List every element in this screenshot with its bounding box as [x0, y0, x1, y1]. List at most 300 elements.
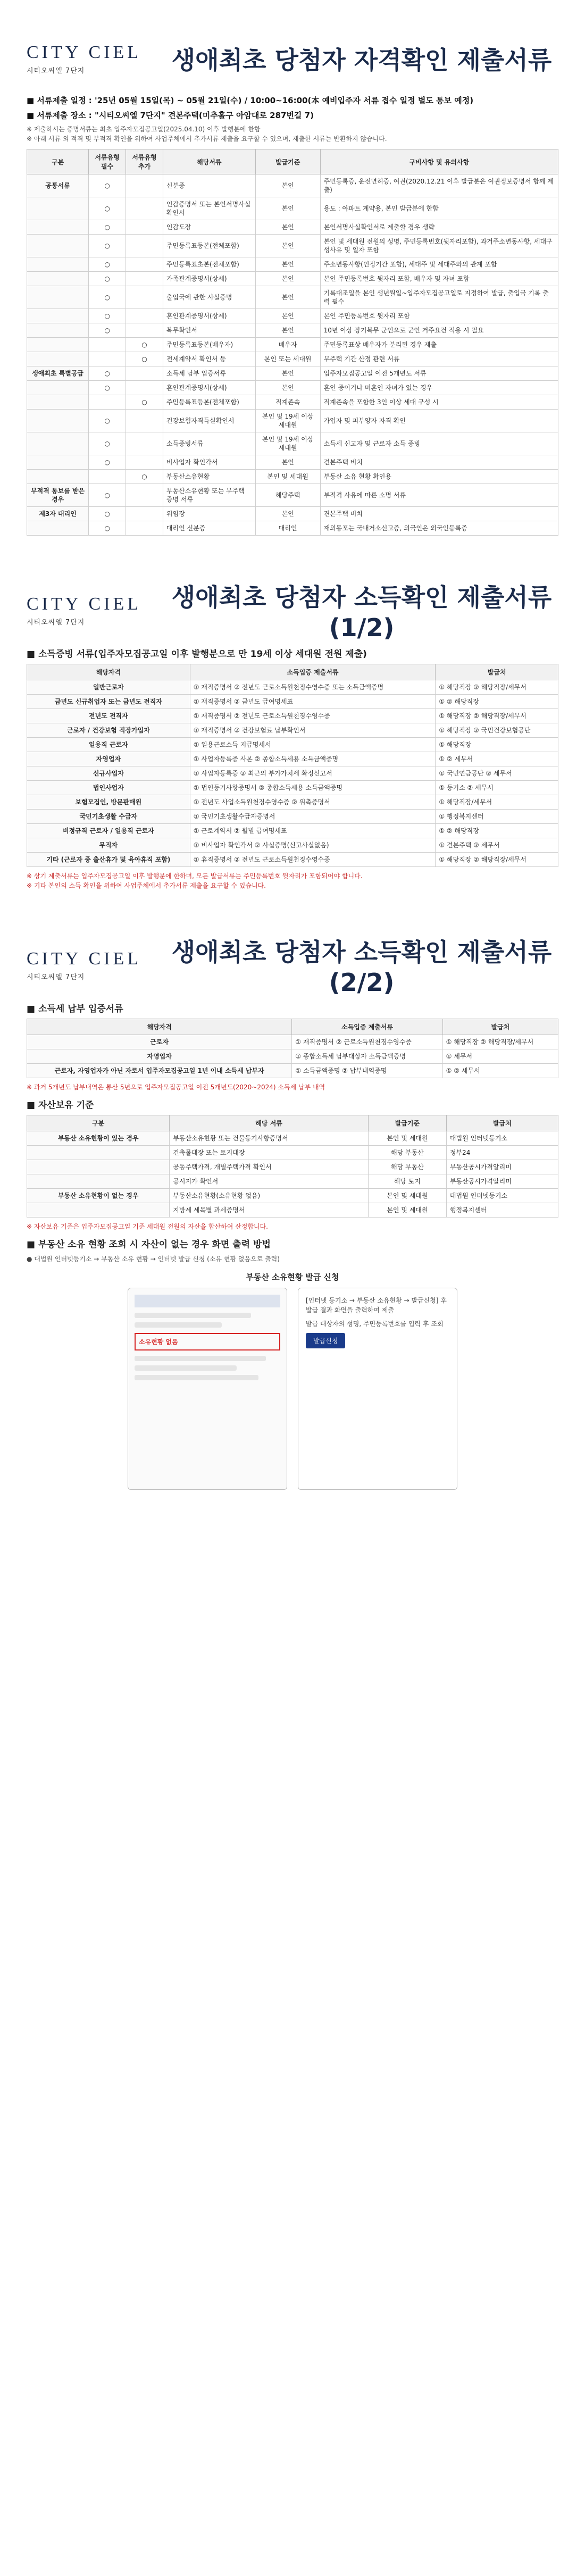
table-row	[27, 507, 558, 521]
table-cell: ① 해당직장 ② 해당직장/세무서	[442, 1035, 558, 1049]
column-header: 구비사항 및 유의사항	[320, 149, 558, 174]
column-header: 해당 서류	[170, 1115, 369, 1131]
table-cell	[27, 432, 89, 455]
table-cell: ① 비사업자 확인각서 ② 사실증명(신고사실없음)	[190, 838, 436, 853]
table-cell: 소득증빙서류	[163, 432, 255, 455]
table-cell: 근로자, 자영업자가 아닌 자로서 입주자모집공고일 1년 이내 소득세 납부자	[27, 1064, 292, 1078]
table-row	[27, 1049, 558, 1064]
column-header: 발급처	[436, 664, 558, 680]
table-cell: ① 해당직장 ② 해당직장/세무서	[436, 680, 558, 695]
table-cell: ① ② 세무서	[442, 1064, 558, 1078]
table-cell: 금년도 신규취업자 또는 금년도 전직자	[27, 695, 190, 709]
table-row	[27, 272, 558, 286]
table-cell: 인감도장	[163, 220, 255, 235]
section-header	[27, 37, 558, 80]
table-cell: 부동산소유현황(소유현황 없음)	[170, 1189, 369, 1203]
table-cell: 건축물대장 또는 토지대장	[170, 1146, 369, 1160]
table-row	[27, 1203, 558, 1218]
table-cell: 가족관계증명서(상세)	[163, 272, 255, 286]
table-cell: 본인	[255, 286, 320, 309]
table-row	[27, 197, 558, 220]
table-cell: 부동산공시가격알리미	[446, 1160, 558, 1174]
table-cell: 소득세 신고자 및 근로자 소득 증빙	[320, 432, 558, 455]
table-cell: ○	[89, 484, 126, 507]
table-cell: 본인 및 세대원	[368, 1131, 446, 1146]
income-table	[27, 664, 558, 867]
table-row	[27, 709, 558, 723]
table-cell: ○	[126, 338, 163, 352]
panel-text-1: [인터넷 등기소 → 부동산 소유현황 → 발급신청] 후 발급 결과 화면을 출력하여 제출	[306, 1297, 447, 1314]
table-cell: 신규사업자	[27, 766, 190, 781]
table-cell: ① 해당직장/세무서	[436, 795, 558, 810]
table-row	[27, 432, 558, 455]
example-title: 부동산 소유현황 발급 신청	[246, 1272, 339, 1282]
table-cell: 공통서류	[27, 174, 89, 197]
table-row	[27, 323, 558, 338]
table-cell: 배우자	[255, 338, 320, 352]
table-cell: 본인서명사실확인서로 제출할 경우 생략	[320, 220, 558, 235]
table-row	[27, 838, 558, 853]
table-cell: 본인	[255, 366, 320, 381]
table-cell: 복무확인서	[163, 323, 255, 338]
notice-small-2: ※ 아래 서류 외 적격 및 부적격 확인을 위하여 사업주체에서 추가서류 제출을 요구할 수 있으며, 제출한 서류는 반환하지 않습니다.	[27, 135, 387, 143]
column-header: 발급처	[442, 1019, 558, 1035]
qualification-table	[27, 149, 558, 536]
table-cell: 자영업자	[27, 752, 190, 766]
table-cell: 비사업자 확인각서	[163, 455, 255, 470]
table-cell: ○	[89, 323, 126, 338]
table-row	[27, 1035, 558, 1049]
table-cell	[27, 381, 89, 395]
table-cell: 부동산소유현황 또는 무주택 증명 서류	[163, 484, 255, 507]
table-cell: 국민기초생활 수급자	[27, 810, 190, 824]
table-cell: ○	[89, 257, 126, 272]
table-cell: ○	[89, 286, 126, 309]
column-header: 발급처	[446, 1115, 558, 1131]
table-cell	[89, 470, 126, 484]
page-title: 생애최초 당첨자 자격확인 제출서류	[171, 46, 552, 74]
table-row	[27, 257, 558, 272]
table-cell: ① 행정복지센터	[436, 810, 558, 824]
logo-text: CITY CIEL	[27, 948, 142, 969]
table-cell: ① 근로계약서 ② 월별 급여명세표	[190, 824, 436, 838]
howto-text: ● 대법원 인터넷등기소 → 부동산 소유 현황 → 인터넷 발급 신청 (소유 현황 없음으로 출력)	[27, 1255, 280, 1263]
table-cell: 견본주택 비치	[320, 507, 558, 521]
table-cell	[27, 410, 89, 432]
table-cell: 자영업자	[27, 1049, 292, 1064]
table-row	[27, 781, 558, 795]
table-row	[27, 521, 558, 536]
example-screens	[27, 1288, 558, 1490]
table-cell: ① ② 해당직장	[436, 695, 558, 709]
table-cell: 본인 및 세대원 전원의 성명, 주민등록번호(뒷자리포함), 과거주소변동사항, 세대구성사유 및 일자 포함	[320, 235, 558, 257]
table-cell: 가입자 및 피부양자 자격 확인	[320, 410, 558, 432]
table-cell	[126, 381, 163, 395]
table-cell	[27, 235, 89, 257]
table-cell: ① 사업자등록증 사본 ② 종합소득세용 소득금액증명	[190, 752, 436, 766]
logo-text: CITY CIEL	[27, 42, 142, 62]
table-cell: ① 해당직장 ② 해당직장/세무서	[436, 709, 558, 723]
table-cell	[27, 309, 89, 323]
table-row	[27, 338, 558, 352]
table-cell: 대법원 인터넷등기소	[446, 1189, 558, 1203]
table-cell: ① 견본주택 ② 세무서	[436, 838, 558, 853]
table-cell: ① 재직증명서 ② 전년도 근로소득원천징수영수증 또는 소득금액증명	[190, 680, 436, 695]
table-cell	[89, 338, 126, 352]
table-cell: 본인 및 세대원	[255, 470, 320, 484]
notice-small-1: ※ 제출하시는 증명서류는 최초 입주자모집공고일(2025.04.10) 이후 발행분에 한함	[27, 126, 261, 133]
table-cell: 입주자모집공고일 이전 5개년도 서류	[320, 366, 558, 381]
logo-subtext: 시티오씨엘 7단지	[27, 66, 85, 75]
table-cell: ① 해당직장 ② 해당직장/세무서	[436, 853, 558, 867]
table-cell: ○	[89, 507, 126, 521]
section-income-1	[0, 552, 585, 906]
column-header: 발급기준	[255, 149, 320, 174]
table-cell: 전년도 전직자	[27, 709, 190, 723]
table-cell: 본인	[255, 455, 320, 470]
page-title: 생애최초 당첨자 소득확인 제출서류(2/2)	[171, 938, 552, 997]
table-row	[27, 723, 558, 738]
table-row	[27, 1174, 558, 1189]
tax-subhead: ■ 소득세 납부 입증서류	[27, 1004, 123, 1014]
table-row	[27, 1064, 558, 1078]
table-cell	[126, 286, 163, 309]
table-cell: 주민등록표등본(전체포함)	[163, 235, 255, 257]
table-cell: 부동산 소유 현황 확인용	[320, 470, 558, 484]
table-cell: 본인	[255, 381, 320, 395]
table-row	[27, 395, 558, 410]
table-cell: ○	[89, 235, 126, 257]
brand-logo	[27, 43, 165, 75]
example-screenshot	[128, 1288, 287, 1490]
column-header: 소득입증 제출서류	[292, 1019, 442, 1035]
table-cell: 신분증	[163, 174, 255, 197]
table-cell	[126, 197, 163, 220]
table-cell: 일용직 근로자	[27, 738, 190, 752]
table-row	[27, 680, 558, 695]
table-cell: ① 일용근로소득 지급명세서	[190, 738, 436, 752]
column-header: 해당자격	[27, 1019, 292, 1035]
table-row	[27, 235, 558, 257]
table-cell: 혼인관계증명서(상세)	[163, 381, 255, 395]
table-cell: 건강보험자격득실확인서	[163, 410, 255, 432]
table-row	[27, 352, 558, 366]
table-cell: 부동산 소유현황이 있는 경우	[27, 1131, 170, 1146]
table-cell: ① 등기소 ② 세무서	[436, 781, 558, 795]
example-bar	[135, 1295, 280, 1307]
table-cell	[126, 410, 163, 432]
table-cell	[126, 366, 163, 381]
column-header: 소득입증 제출서류	[190, 664, 436, 680]
table-row	[27, 795, 558, 810]
table-cell: 10년 이상 장기복무 군인으로 군인 거주요건 적용 시 필요	[320, 323, 558, 338]
table-cell: 일반근로자	[27, 680, 190, 695]
table-cell: 근로자 / 건강보험 직장가입자	[27, 723, 190, 738]
table-cell: 본인	[255, 197, 320, 220]
table-cell	[27, 338, 89, 352]
logo-subtext: 시티오씨엘 7단지	[27, 973, 85, 981]
table-row	[27, 174, 558, 197]
tax-note: ※ 과거 5개년도 납부내역은 통산 5년으로 입주자모집공고일 이전 5개년도(2020~2024) 소득세 납부 내역	[27, 1083, 325, 1091]
table-cell: 주민등록표등본(배우자)	[163, 338, 255, 352]
table-cell: ○	[89, 309, 126, 323]
table-cell: 기록대조일을 본인 생년월일~입주자모집공고일로 지정하여 발급, 출입국 기록 출력 필수	[320, 286, 558, 309]
table-cell: 본인 또는 세대원	[255, 352, 320, 366]
column-header: 발급기준	[368, 1115, 446, 1131]
column-header: 해당자격	[27, 664, 190, 680]
table-cell	[126, 220, 163, 235]
section-header	[27, 938, 558, 997]
note-line: ※ 기타 본인의 소득 확인을 위하여 사업주체에서 추가서류 제출을 요구할 수 있습니다.	[27, 882, 266, 889]
table-row	[27, 810, 558, 824]
asset-table	[27, 1115, 558, 1218]
table-cell: ○	[89, 197, 126, 220]
table-cell: 본인 및 세대원	[368, 1189, 446, 1203]
table-cell: 해당 부동산	[368, 1160, 446, 1174]
section-qualification	[0, 0, 585, 552]
table-cell: ○	[89, 521, 126, 536]
table-cell: 대리인	[255, 521, 320, 536]
table-cell: ① 재직증명서 ② 근로소득원천징수영수증	[292, 1035, 442, 1049]
column-header: 해당서류	[163, 149, 255, 174]
table-cell: 본인 및 19세 이상 세대원	[255, 410, 320, 432]
table-cell: ○	[126, 395, 163, 410]
table-cell: 주민등록표상 배우자가 분리된 경우 제출	[320, 338, 558, 352]
table-cell	[27, 470, 89, 484]
table-cell: 혼인관계증명서(상세)	[163, 309, 255, 323]
table-cell: 혼인 중이거나 미혼인 자녀가 있는 경우	[320, 381, 558, 395]
table-cell: 본인	[255, 272, 320, 286]
table-cell	[126, 257, 163, 272]
table-cell	[27, 197, 89, 220]
table-cell: 주민등록표등본(전체포함)	[163, 395, 255, 410]
table-cell: 부동산공시가격알리미	[446, 1174, 558, 1189]
table-cell: 본인	[255, 309, 320, 323]
table-row	[27, 695, 558, 709]
page-title: 생애최초 당첨자 소득확인 제출서류(1/2)	[171, 583, 552, 642]
table-cell: 본인	[255, 174, 320, 197]
table-cell: 공시지가 확인서	[170, 1174, 369, 1189]
table-cell: 출입국에 관한 사실증명	[163, 286, 255, 309]
table-cell: 지방세 세목별 과세증명서	[170, 1203, 369, 1218]
table-cell: ① ② 세무서	[436, 752, 558, 766]
table-cell: 본인	[255, 323, 320, 338]
table-cell	[126, 484, 163, 507]
table-cell: 직계존속을 포함한 3인 이상 세대 구성 시	[320, 395, 558, 410]
table-cell: 해당주택	[255, 484, 320, 507]
section-income-2	[0, 906, 585, 1506]
table-cell: 소득세 납부 입증서류	[163, 366, 255, 381]
table-cell: 정부24	[446, 1146, 558, 1160]
table-cell: ○	[89, 220, 126, 235]
table-cell: ① 세무서	[442, 1049, 558, 1064]
table-cell: 재외동포는 국내거소신고증, 외국인은 외국인등록증	[320, 521, 558, 536]
table-cell	[27, 272, 89, 286]
table-cell: ① 국민연금공단 ② 세무서	[436, 766, 558, 781]
table-cell: 대법원 인터넷등기소	[446, 1131, 558, 1146]
table-cell	[126, 235, 163, 257]
table-cell: 부적격 통보를 받은 경우	[27, 484, 89, 507]
table-cell: 공동주택가격, 개별주택가격 확인서	[170, 1160, 369, 1174]
asset-note: ※ 자산보유 기준은 입주자모집공고일 기준 세대원 전원의 자산을 합산하여 산정합니다.	[27, 1223, 268, 1230]
table-cell: 행정복지센터	[446, 1203, 558, 1218]
table-cell: ① 재직증명서 ② 건강보험료 납부확인서	[190, 723, 436, 738]
table-cell: ① 해당직장	[436, 738, 558, 752]
table-cell	[27, 455, 89, 470]
table-cell	[27, 220, 89, 235]
table-cell: ○	[89, 381, 126, 395]
income-notes	[27, 871, 558, 890]
table-cell: 해당 토지	[368, 1174, 446, 1189]
table-cell: 주민등록표초본(전체포함)	[163, 257, 255, 272]
table-cell: ① 법인등기사항증명서 ② 종합소득세용 소득금액증명	[190, 781, 436, 795]
table-cell	[27, 395, 89, 410]
table-cell	[27, 257, 89, 272]
table-cell: 부동산소유현황	[163, 470, 255, 484]
table-row	[27, 1131, 558, 1146]
table-cell: 법인사업자	[27, 781, 190, 795]
table-cell	[126, 432, 163, 455]
table-cell: 기타 (근로자 중 출산휴가 및 육아휴직 포함)	[27, 853, 190, 867]
table-cell	[126, 521, 163, 536]
table-cell: 위임장	[163, 507, 255, 521]
table-row	[27, 766, 558, 781]
table-cell: 용도 : 아파트 계약용, 본인 발급분에 한함	[320, 197, 558, 220]
table-cell: 비정규직 근로자 / 일용직 근로자	[27, 824, 190, 838]
table-cell: 견본주택 비치	[320, 455, 558, 470]
table-cell: 본인 및 세대원	[368, 1203, 446, 1218]
asset-subhead: ■ 자산보유 기준	[27, 1100, 94, 1111]
table-row	[27, 484, 558, 507]
table-cell: 생애최초 특별공급	[27, 366, 89, 381]
table-row	[27, 410, 558, 432]
table-cell: 본인	[255, 257, 320, 272]
table-cell: ① 재직증명서 ② 전년도 근로소득원천징수영수증	[190, 709, 436, 723]
table-cell	[27, 1174, 170, 1189]
column-header: 구분	[27, 149, 89, 174]
table-cell: ○	[126, 470, 163, 484]
table-row	[27, 1189, 558, 1203]
table-cell: 본인	[255, 220, 320, 235]
table-row	[27, 220, 558, 235]
table-cell	[126, 174, 163, 197]
table-cell	[126, 309, 163, 323]
table-cell	[27, 286, 89, 309]
table-row	[27, 309, 558, 323]
table-cell: 부동산 소유현황이 없는 경우	[27, 1189, 170, 1203]
howto-subhead: ■ 부동산 소유 현황 조회 시 자산이 없는 경우 화면 출력 방법	[27, 1239, 271, 1250]
table-cell: 인감증명서 또는 본인서명사실확인서	[163, 197, 255, 220]
table-cell: 직계존속	[255, 395, 320, 410]
table-cell: ① 국민기초생활수급자증명서	[190, 810, 436, 824]
table-row	[27, 752, 558, 766]
table-cell: 본인	[255, 507, 320, 521]
table-cell	[27, 521, 89, 536]
table-cell: 근로자	[27, 1035, 292, 1049]
income-subhead: ■ 소득증빙 서류(입주자모집공고일 이후 발행분으로 만 19세 이상 세대원 전원 제출)	[27, 649, 367, 660]
table-cell: 부적격 사유에 따른 소명 서류	[320, 484, 558, 507]
table-row	[27, 455, 558, 470]
column-header: 구분	[27, 1115, 170, 1131]
issue-button[interactable]: 발급신청	[306, 1333, 345, 1348]
column-header: 서류유형 추가	[126, 149, 163, 174]
table-cell: ○	[89, 455, 126, 470]
table-cell: ○	[89, 366, 126, 381]
panel-text-2: 발급 대상자의 성명, 주민등록번호를 입력 후 조회	[306, 1320, 444, 1328]
table-cell	[126, 272, 163, 286]
brand-logo	[27, 949, 165, 981]
table-cell	[126, 455, 163, 470]
notice-schedule: ■ 서류제출 일정 : '25년 05월 15일(목) ~ 05월 21일(수) / 10:00~16:00(本 예비입주자 서류 접수 일정 별도 통보 예정)	[27, 96, 474, 105]
logo-subtext: 시티오씨엘 7단지	[27, 618, 85, 627]
table-cell	[89, 352, 126, 366]
table-cell: ① 전년도 사업소득원천징수영수증 ② 위촉증명서	[190, 795, 436, 810]
table-cell: 본인 주민등록번호 뒷자리 포함	[320, 309, 558, 323]
table-row	[27, 470, 558, 484]
table-row	[27, 1160, 558, 1174]
table-cell: ○	[126, 352, 163, 366]
table-cell: 본인 주민등록번호 뒷자리 포함, 배우자 및 자녀 포함	[320, 272, 558, 286]
table-cell: ① 해당직장 ② 국민건강보험공단	[436, 723, 558, 738]
table-cell: ○	[89, 410, 126, 432]
table-cell: ① 재직증명서 ② 금년도 급여명세표	[190, 695, 436, 709]
table-cell: 주민등록증, 운전면허증, 여권(2020.12.21 이후 발급분은 여권정보증명서 함께 제출)	[320, 174, 558, 197]
table-row	[27, 1146, 558, 1160]
table-row	[27, 824, 558, 838]
table-cell: ○	[89, 272, 126, 286]
table-cell	[89, 395, 126, 410]
table-cell: ○	[89, 174, 126, 197]
table-cell	[27, 1146, 170, 1160]
table-cell: 전세계약서 확인서 등	[163, 352, 255, 366]
table-cell: ① ② 해당직장	[436, 824, 558, 838]
table-cell: 대리인 신분증	[163, 521, 255, 536]
table-cell: 부동산소유현황 또는 건물등기사항증명서	[170, 1131, 369, 1146]
table-cell: ① 사업자등록증 ② 최근의 부가가치세 확정신고서	[190, 766, 436, 781]
table-cell	[126, 507, 163, 521]
table-cell: 주소변동사항(인정기간 포함), 세대주 및 세대주와의 관계 포함	[320, 257, 558, 272]
table-cell: ① 소득금액증명 ② 납부내역증명	[292, 1064, 442, 1078]
table-cell	[27, 323, 89, 338]
table-cell: 무주택 기간 산정 관련 서류	[320, 352, 558, 366]
table-cell	[126, 323, 163, 338]
table-row	[27, 738, 558, 752]
logo-text: CITY CIEL	[27, 594, 142, 614]
column-header: 서류유형 필수	[89, 149, 126, 174]
table-cell: 제3자 대리인	[27, 507, 89, 521]
table-row	[27, 366, 558, 381]
table-row	[27, 853, 558, 867]
table-cell: 무직자	[27, 838, 190, 853]
example-highlight: 소유현황 없음	[135, 1333, 280, 1350]
brand-logo	[27, 594, 165, 627]
table-cell: ○	[89, 432, 126, 455]
table-cell	[27, 352, 89, 366]
tax-table	[27, 1019, 558, 1078]
table-row	[27, 286, 558, 309]
table-cell: ① 종합소득세 납부대상자 소득금액증명	[292, 1049, 442, 1064]
table-row	[27, 381, 558, 395]
table-cell: 본인 및 19세 이상 세대원	[255, 432, 320, 455]
table-cell: 보험모집인, 방문판매원	[27, 795, 190, 810]
table-cell: 해당 부동산	[368, 1146, 446, 1160]
table-cell	[27, 1203, 170, 1218]
notice-location: ■ 서류제출 장소 : "시티오씨엘 7단지" 견본주택(미추홀구 아암대로 287번길 7)	[27, 111, 314, 120]
section-header	[27, 583, 558, 642]
table-cell: 본인	[255, 235, 320, 257]
example-panel	[298, 1288, 457, 1490]
note-line: ※ 상기 제출서류는 입주자모집공고일 이후 발행분에 한하며, 모든 발급서류는 주민등록번호 뒷자리가 포함되어야 합니다.	[27, 872, 363, 880]
